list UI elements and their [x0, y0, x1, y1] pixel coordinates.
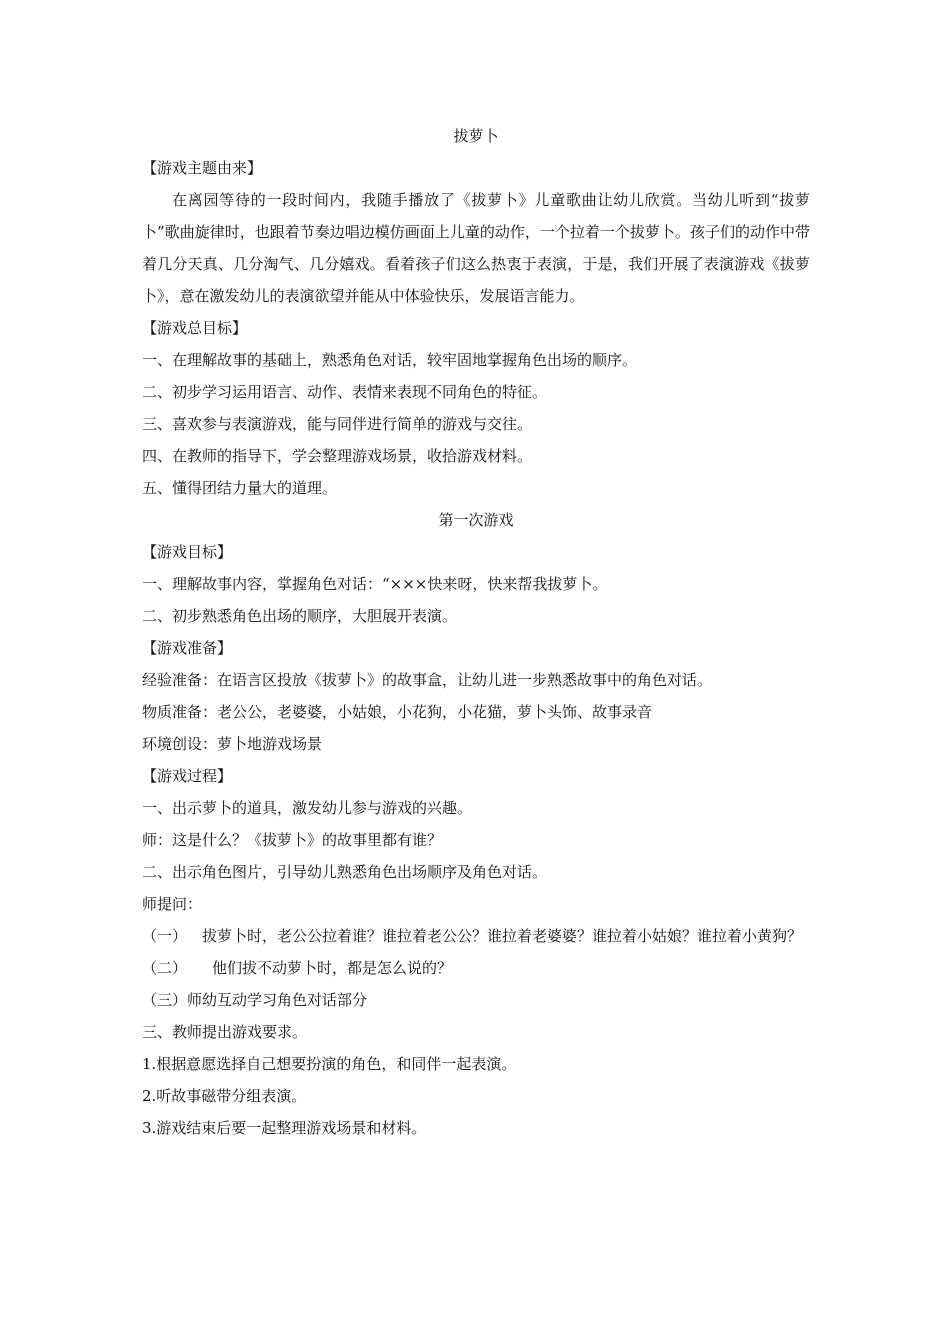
origin-paragraph: 在离园等待的一段时间内，我随手播放了《拔萝卜》儿童歌曲让幼儿欣赏。当幼儿听到“拔萝卜”歌曲旋律时，也跟着节奏边唱边模仿画面上儿童的动作，一个拉着一个拔萝卜。孩子们的动作中带着几分天真、几分淘气、几分嬉戏。看着孩子们这么热衷于表演，于是，我们开展了表演游戏《拔萝卜》，意在激发幼儿的表演欲望并能从中体验快乐，发展语言能力。	[142, 191, 810, 305]
section-heading-game-goals: 【游戏目标】	[142, 543, 233, 561]
overall-goal-item: 五、懂得团结力量大的道理。	[142, 479, 338, 497]
game-goal-item: 二、初步熟悉角色出场的顺序，大胆展开表演。	[142, 607, 458, 625]
preparation-item: 环境创设：萝卜地游戏场景	[142, 735, 323, 753]
overall-goal-item: 四、在教师的指导下，学会整理游戏场景，收拾游戏材料。	[142, 447, 533, 465]
process-item: 一、出示萝卜的道具，激发幼儿参与游戏的兴趣。	[142, 799, 473, 817]
overall-goal-item: 二、初步学习运用语言、动作、表情来表现不同角色的特征。	[142, 383, 548, 401]
question-text: 拔萝卜时，老公公拉着谁？谁拉着老公公？谁拉着老婆婆？谁拉着小姑娘？谁拉着小黄狗？	[202, 927, 803, 945]
document-page	[142, 120, 810, 1144]
section-heading-preparation: 【游戏准备】	[142, 639, 233, 657]
process-item: 师：这是什么？《拔萝卜》的故事里都有谁？	[142, 831, 443, 849]
question-item	[142, 920, 810, 952]
process-item: 二、出示角色图片，引导幼儿熟悉角色出场顺序及角色对话。	[142, 863, 548, 881]
requirement-item: 2.听故事磁带分组表演。	[142, 1087, 307, 1105]
question-number: （二）	[142, 959, 188, 977]
requirements-heading: 三、教师提出游戏要求。	[142, 1023, 308, 1041]
process-item: 师提问：	[142, 895, 203, 913]
question-text: 他们拔不动萝卜时，都是怎么说的？	[212, 959, 453, 977]
document-title: 拔萝卜	[453, 127, 499, 145]
overall-goal-item: 三、喜欢参与表演游戏，能与同伴进行简单的游戏与交往。	[142, 415, 533, 433]
question-item: （三）师幼互动学习角色对话部分	[142, 991, 368, 1009]
section-heading-overall-goals: 【游戏总目标】	[142, 319, 248, 337]
game-goal-item: 一、理解故事内容，掌握角色对话：“×××快来呀，快来帮我拔萝卜。	[142, 575, 608, 593]
requirement-item: 3.游戏结束后要一起整理游戏场景和材料。	[142, 1119, 427, 1137]
question-number: （一）	[142, 927, 188, 945]
question-item	[142, 952, 810, 984]
overall-goal-item: 一、在理解故事的基础上，熟悉角色对话，较牢固地掌握角色出场的顺序。	[142, 351, 638, 369]
preparation-item: 经验准备：在语言区投放《拔萝卜》的故事盒，让幼儿进一步熟悉故事中的角色对话。	[142, 671, 713, 689]
first-game-title: 第一次游戏	[438, 511, 514, 529]
requirement-item: 1.根据意愿选择自己想要扮演的角色，和同伴一起表演。	[142, 1055, 517, 1073]
section-heading-origin: 【游戏主题由来】	[142, 159, 263, 177]
section-heading-process: 【游戏过程】	[142, 767, 233, 785]
preparation-item: 物质准备：老公公，老婆婆，小姑娘，小花狗，小花猫，萝卜头饰、故事录音	[142, 703, 653, 721]
